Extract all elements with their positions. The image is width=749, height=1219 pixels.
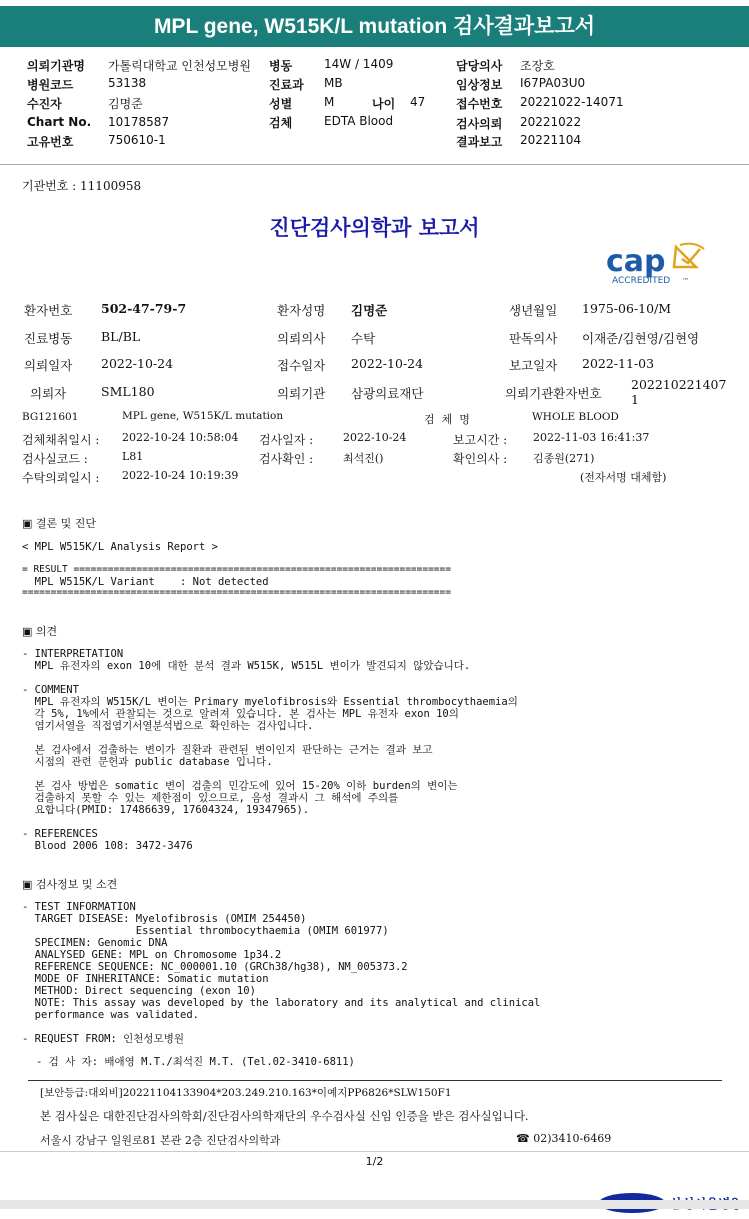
patient-label: 판독의사 xyxy=(509,331,558,346)
esign-note: (전자서명 대체함) xyxy=(580,471,667,484)
bottom-strip xyxy=(0,1200,749,1209)
testinfo-line: NOTE: This assay was developed by the laboratory and its analytical and clinical xyxy=(22,997,541,1009)
patient-number: 502-47-79-7 xyxy=(101,301,187,316)
patient-value: 202210221407 xyxy=(631,377,727,392)
examiner: - 검 사 자: 배애영 M.T./최석진 M.T. (Tel.02-3410-6811) xyxy=(36,1056,355,1068)
meta-label: 나이 xyxy=(372,97,396,111)
confirm-value: 최석진() xyxy=(343,452,384,465)
patient-label: 의뢰자 xyxy=(30,386,67,401)
meta-label: 임상정보 xyxy=(456,78,503,92)
meta-label: 성별 xyxy=(269,97,293,111)
phone: ☎ 02)3410-6469 xyxy=(516,1132,612,1145)
specimen-label: 검 체 명 xyxy=(424,413,470,426)
cap-sub: ACCREDITED xyxy=(612,276,671,286)
meta-value: 조장호 xyxy=(520,59,555,73)
testinfo-line: performance was validated. xyxy=(22,1009,200,1021)
patient-value: 삼광의료재단 xyxy=(351,386,424,401)
cap-tm: ™ xyxy=(682,277,690,285)
patient-value: 이재준/김현영/김현영 xyxy=(582,331,700,346)
patient-value: 수탁 xyxy=(351,331,376,346)
references-text: Blood 2006 108: 3472-3476 xyxy=(22,840,193,852)
patient-value: 1 xyxy=(631,392,639,407)
meta-value: MB xyxy=(324,76,343,90)
interpretation-text: MPL 유전자의 exon 10에 대한 분석 결과 W515K, W515L 변이가 발견되지 않았습니다. xyxy=(22,660,471,672)
analysis-report-title: < MPL W515K/L Analysis Report > xyxy=(22,541,218,553)
meta-value: 20221022-14071 xyxy=(520,95,624,109)
req-value: 2022-10-24 10:19:39 xyxy=(122,469,239,482)
patient-label: 보고일자 xyxy=(509,358,558,373)
comment-line: 검출하지 못할 수 있는 제한점이 있으므로, 음성 결과시 그 해석에 주의를 xyxy=(22,792,399,804)
room-label: 검사실코드 : xyxy=(22,452,88,466)
patient-label: 생년월일 xyxy=(509,303,558,318)
testinfo-line: - TEST INFORMATION xyxy=(22,901,136,913)
testinfo-line: REFERENCE SEQUENCE: NC_000001.10 (GRCh38/hg38), NM_005373.2 xyxy=(22,961,408,973)
confirm-label: 검사확인 : xyxy=(259,452,314,466)
cap-word: cap xyxy=(606,244,666,279)
birth-date: 1975-06-10/M xyxy=(582,301,672,316)
section-opinion: ▣ 의견 xyxy=(22,625,58,638)
meta-divider xyxy=(0,164,749,165)
meta-value: EDTA Blood xyxy=(324,114,394,128)
reporttime-label: 보고시간 : xyxy=(453,433,508,447)
comment-head: - COMMENT xyxy=(22,684,79,696)
comment-line: 본 검사 방법은 somatic 변이 검출의 민감도에 있어 15-20% 이하 burden의 변이는 xyxy=(22,780,458,792)
testinfo-line: ANALYSED GENE: MPL on Chromosome 1p34.2 xyxy=(22,949,282,961)
section-conclusion: ▣ 결론 및 진단 xyxy=(22,517,97,530)
meta-label: Chart No. xyxy=(27,115,92,129)
page-number: 1/2 xyxy=(365,1155,384,1168)
comment-line: 본 검사에서 검출하는 변이가 질환과 관련된 변이인지 판단하는 근거는 결과 보고 xyxy=(22,744,433,756)
comment-line: 요합니다(PMID: 17486639, 17604324, 19347965). xyxy=(22,804,310,816)
patient-label: 환자성명 xyxy=(277,303,326,318)
meta-value: 47 xyxy=(410,95,426,109)
patient-name: 김명준 xyxy=(351,303,388,318)
security-line: [보안등급:대외비]20221104133904*203.249.210.163*이예지PP6826*SLW150F1 xyxy=(40,1087,452,1099)
testinfo-line: MODE OF INHERITANCE: Somatic mutation xyxy=(22,973,269,985)
meta-value: 20221022 xyxy=(520,115,582,129)
meta-value: I67PA03U0 xyxy=(520,76,586,90)
meta-label: 결과보고 xyxy=(456,135,503,149)
comment-line: MPL 유전자의 W515K/L 변이는 Primary myelofibrosis와 Essential thrombocythaemia의 xyxy=(22,696,518,708)
meta-value: 김명준 xyxy=(108,97,143,111)
cap-logo xyxy=(594,222,704,286)
patient-value: SML180 xyxy=(101,384,155,399)
meta-label: 검사의뢰 xyxy=(456,117,503,131)
testinfo-line: Essential thrombocythaemia (OMIM 601977) xyxy=(22,925,389,937)
reporttime-value: 2022-11-03 16:41:37 xyxy=(533,431,650,444)
patient-value: BL/BL xyxy=(101,329,141,344)
institution-number: 기관번호 : 11100958 xyxy=(22,179,142,193)
patient-value: 2022-10-24 xyxy=(101,356,174,371)
footer-rule xyxy=(28,1080,722,1081)
test-code: BG121601 xyxy=(22,411,79,423)
testinfo-line: SPECIMEN: Genomic DNA xyxy=(22,937,168,949)
meta-value: 20221104 xyxy=(520,133,582,147)
patient-label: 접수일자 xyxy=(277,358,326,373)
references-head: - REFERENCES xyxy=(22,828,98,840)
patient-value: 2022-10-24 xyxy=(351,356,424,371)
meta-label: 진료과 xyxy=(269,78,304,92)
doctor-label: 확인의사 : xyxy=(453,452,508,466)
collect-label: 검체채취일시 : xyxy=(22,433,100,447)
request-from: - REQUEST FROM: 인천성모병원 xyxy=(22,1033,185,1045)
section-test-info: ▣ 검사정보 및 소견 xyxy=(22,878,118,891)
meta-label: 검체 xyxy=(269,116,293,130)
meta-label: 담당의사 xyxy=(456,59,503,73)
result-line: =========================================================================== xyxy=(22,587,451,598)
patient-label: 의뢰기관환자번호 xyxy=(505,386,602,401)
comment-line: 염기서열을 직접염기서열분석법으로 확인하는 검사입니다. xyxy=(22,720,314,732)
req-label: 수탁의뢰일시 : xyxy=(22,471,100,485)
patient-label: 의뢰일자 xyxy=(24,358,73,373)
testinfo-line: METHOD: Direct sequencing (exon 10) xyxy=(22,985,256,997)
certification: 본 검사실은 대한진단검사의학회/진단검사의학재단의 우수검사실 신임 인증을 받은 검사실입니다. xyxy=(40,1109,529,1123)
specimen-value: WHOLE BLOOD xyxy=(532,411,619,423)
patient-label: 의뢰의사 xyxy=(277,331,326,346)
meta-label: 고유번호 xyxy=(27,135,74,149)
meta-label: 병원코드 xyxy=(27,78,74,92)
result-line: = RESULT ================================================================== xyxy=(22,564,451,575)
footer-divider xyxy=(0,1151,749,1152)
interpretation-head: - INTERPRETATION xyxy=(22,648,124,660)
testdate-label: 검사일자 : xyxy=(259,433,314,447)
testinfo-line: TARGET DISEASE: Myelofibrosis (OMIM 254450) xyxy=(22,913,307,925)
address: 서울시 강남구 일원로81 본관 2층 진단검사의학과 xyxy=(40,1134,281,1147)
meta-label: 접수번호 xyxy=(456,97,503,111)
patient-label: 의뢰기관 xyxy=(277,386,326,401)
page-title: MPL gene, W515K/L mutation 검사결과보고서 xyxy=(153,15,596,38)
patient-label: 환자번호 xyxy=(24,303,73,318)
meta-value: 10178587 xyxy=(108,115,170,129)
meta-value: 가톨릭대학교 인천성모병원 xyxy=(108,59,251,73)
meta-value: 14W / 1409 xyxy=(324,57,394,71)
meta-value: M xyxy=(324,95,335,109)
comment-line: 각 5%, 1%에서 관찰되는 것으로 알려져 있습니다. 본 검사는 MPL 유전자 exon 10의 xyxy=(22,708,459,720)
meta-label: 수진자 xyxy=(27,97,62,111)
patient-value: 2022-11-03 xyxy=(582,356,655,371)
result-variant: MPL W515K/L Variant : Not detected xyxy=(22,576,269,588)
collect-value: 2022-10-24 10:58:04 xyxy=(122,431,239,444)
patient-label: 진료병동 xyxy=(24,331,73,346)
cap-accredited-icon xyxy=(604,241,714,287)
test-name: MPL gene, W515K/L mutation xyxy=(122,410,284,422)
room-value: L81 xyxy=(122,450,144,463)
meta-value: 750610-1 xyxy=(108,133,166,147)
testdate-value: 2022-10-24 xyxy=(343,431,407,444)
meta-label: 의뢰기관명 xyxy=(27,59,85,73)
meta-label: 병동 xyxy=(269,59,293,73)
comment-line: 시점의 관련 문헌과 public database 입니다. xyxy=(22,756,273,768)
hospital-logo xyxy=(588,1172,728,1196)
meta-value: 53138 xyxy=(108,76,147,90)
doctor-value: 김종원(271) xyxy=(533,452,595,465)
report-title: 진단검사의학과 보고서 xyxy=(269,216,480,240)
